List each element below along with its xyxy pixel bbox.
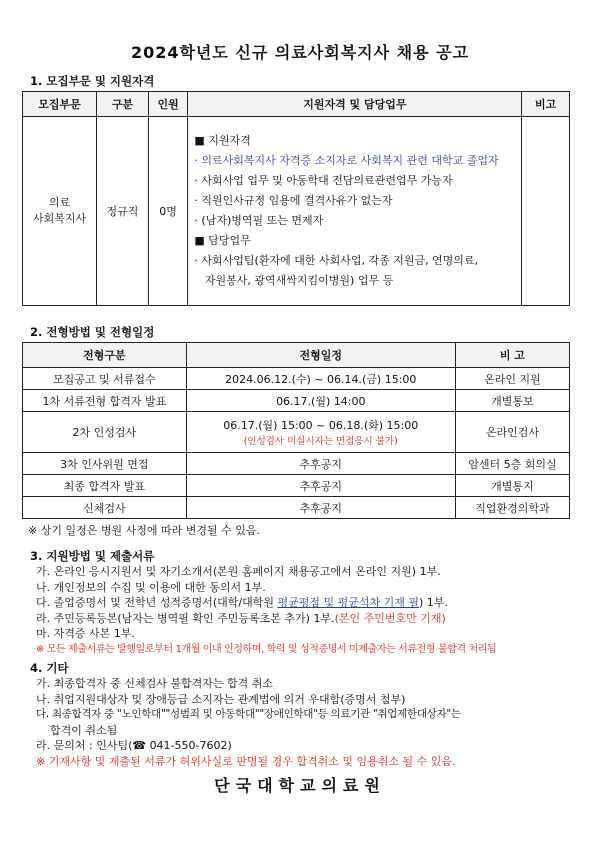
col-header: 인원 <box>148 92 188 117</box>
list-item: 합격이 취소됨 <box>36 723 118 737</box>
col-header: 구분 <box>97 92 149 117</box>
stage-cell: 3차 인사위원 면접 <box>23 453 187 475</box>
note-cell: 온라인검사 <box>455 412 569 453</box>
remark-cell <box>522 117 570 306</box>
list-item: 가. 최종합격자 중 신체검사 불합격자는 합격 취소 <box>36 677 273 690</box>
table-row <box>23 453 570 475</box>
list-item: 나. 개인정보의 수집 및 이용에 대한 동의서 1부. <box>36 580 266 594</box>
section4-list <box>36 676 461 769</box>
section4-warning: ※ 기재사항 및 제출된 서류가 허위사실로 판명될 경우 합격취소 및 임용취소 될 수 있음. <box>36 754 456 768</box>
id-note: (본인 주민번호만 기재) <box>334 611 446 625</box>
duty-item: · 사회사업팀(환자에 대한 사회사업, 각종 지원금, 연명의료, <box>194 254 479 267</box>
qual-item: · 의료사회복지사 자격증 소지자로 사회복지 관련 대학교 졸업자 <box>194 154 499 167</box>
stage-cell: 모집공고 및 서류접수 <box>23 368 187 390</box>
part-cell: 의료 사회복지사 <box>23 117 97 306</box>
note-cell: 온라인 지원 <box>455 368 569 390</box>
gpa-note: 평균평점 및 평균석차 기재 필 <box>277 596 419 609</box>
stage-cell: 최종 합격자 발표 <box>23 475 187 497</box>
section3-list <box>36 564 496 657</box>
qual-item: · 직원인사규정 임용에 결격사유가 없는자 <box>194 194 393 207</box>
list-item: 다. 졸업증명서 및 전학년 성적증명서(대학/대학원 평균평점 및 평균석차 기재 필) 1부. <box>36 596 448 609</box>
qual-item: · 사회사업 업무 및 아동학대 전담의료관련업무 가능자 <box>194 174 453 187</box>
section3-warning: ※ 모든 제출서류는 발행일로부터 1개월 이내 인정하며, 학력 및 성적증명서 미제출자는 서류전형 불합격 처리됨 <box>36 643 497 655</box>
section3-heading: 3. 지원방법 및 제출서류 <box>30 549 155 563</box>
stage-cell: 신체검사 <box>23 497 187 519</box>
date-cell: 추후공지 <box>186 475 455 497</box>
list-item: 다. 최종합격자 중 "노인학대""성범죄 및 아동학대""장애인학대"등 의료기관 "취업제한대상자"는 <box>36 708 461 720</box>
organization-footer: 단국대학교의료원 <box>214 776 386 795</box>
schedule-footnote: ※ 상기 일정은 병원 사정에 따라 변경될 수 있음. <box>28 524 260 537</box>
qual-title: ■ 지원자격 <box>194 134 251 147</box>
list-item: 나. 취업지원대상자 및 장애등급 소지자는 관계법에 의거 우대함(증명서 첨부) <box>36 692 406 706</box>
date-warning: (인성검사 미실시자는 면접응시 불가) <box>243 436 398 447</box>
date-cell: 06.17.(월) 14:00 <box>186 390 455 412</box>
note-cell: 직업환경의학과 <box>455 497 569 519</box>
table-row <box>23 117 570 306</box>
list-item: 라. 주민등록등본(남자는 병역필 확인 주민등록초본 추가) 1부.(본인 주민번호만 기재) <box>36 611 446 625</box>
stage-cell: 2차 인성검사 <box>23 412 187 453</box>
section1-heading: 1. 모집부문 및 지원자격 <box>30 74 155 88</box>
table-row <box>23 368 570 390</box>
recruit-table <box>22 91 570 306</box>
page-title: 2024학년도 신규 의료사회복지사 채용 공고 <box>130 43 470 62</box>
schedule-table <box>22 342 570 519</box>
duty-item: 자원봉사, 광역새싹지킴이병원) 업무 등 <box>194 274 394 287</box>
note-cell: 암센터 5층 회의실 <box>455 453 569 475</box>
table-header-row <box>23 92 570 117</box>
table-row <box>23 390 570 412</box>
date-cell: 추후공지 <box>186 497 455 519</box>
date-text: 06.17.(월) 15:00 ~ 06.18.(화) 15:00 <box>223 419 419 432</box>
col-header: 전형구분 <box>23 343 187 368</box>
col-header: 전형일정 <box>186 343 455 368</box>
qual-item: · (남자)병역필 또는 면제자 <box>194 214 324 227</box>
col-header: 모집부문 <box>23 92 97 117</box>
note-cell: 개별통보 <box>455 390 569 412</box>
type-cell: 정규직 <box>97 117 149 306</box>
col-header: 지원자격 및 담당업무 <box>188 92 522 117</box>
count-cell: 0명 <box>148 117 188 306</box>
date-cell: 2024.06.12.(수) ~ 06.14.(금) 15:00 <box>186 368 455 390</box>
table-row <box>23 475 570 497</box>
table-header-row <box>23 343 570 368</box>
duty-cell <box>188 117 522 306</box>
date-cell <box>186 412 455 453</box>
col-header: 비 고 <box>455 343 569 368</box>
section2-heading: 2. 전형방법 및 전형일정 <box>30 325 155 339</box>
list-item: 가. 온라인 응시지원서 및 자기소개서(본원 홈페이지 채용공고에서 온라인 지원) 1부. <box>36 565 441 578</box>
list-item: 마. 자격증 사본 1부. <box>36 627 135 640</box>
stage-cell: 1차 서류전형 합격자 발표 <box>23 390 187 412</box>
table-row <box>23 412 570 453</box>
date-cell: 추후공지 <box>186 453 455 475</box>
duty-title: ■ 담당업무 <box>194 234 251 247</box>
col-header: 비고 <box>522 92 570 117</box>
section4-heading: 4. 기타 <box>30 661 69 675</box>
note-cell: 개별통지 <box>455 475 569 497</box>
list-item: 라. 문의처 : 인사팀(☎ 041-550-7602) <box>36 739 232 752</box>
table-row <box>23 497 570 519</box>
